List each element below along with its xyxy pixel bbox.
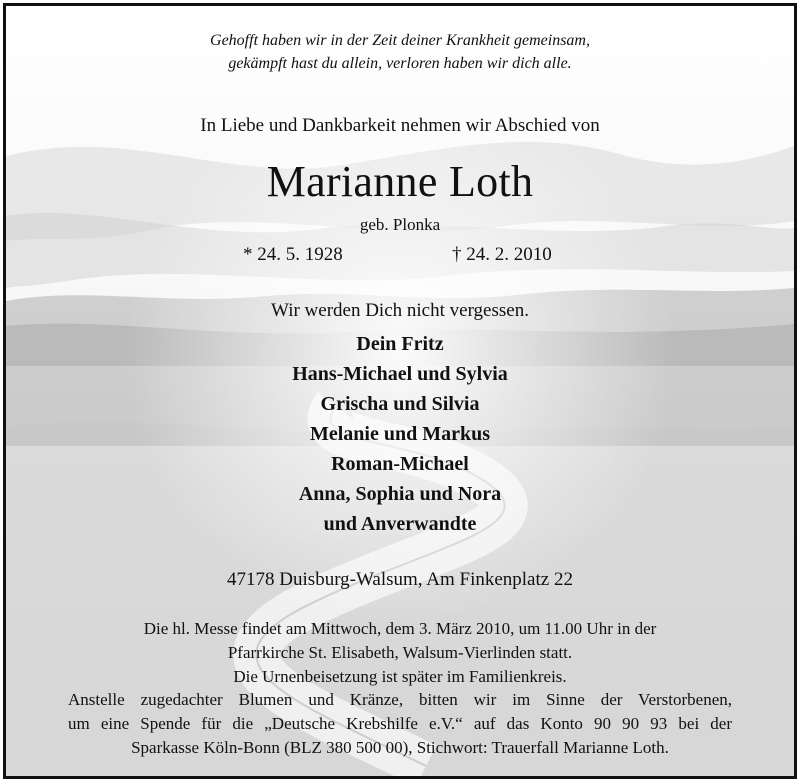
donation-line-2: um eine Spende für die „Deutsche Krebshilfe e.V.“ auf das Konto 90 90 93 bei der (68, 714, 732, 733)
mourner-name: Melanie und Markus (309, 423, 491, 445)
motto-line-2: gekämpft hast du allein, verloren haben wir dich alle. (228, 55, 572, 72)
mourner-name: Hans-Michael und Sylvia (292, 363, 508, 385)
mourner-name: Grischa und Silvia (320, 393, 480, 415)
service-line-1: Die hl. Messe findet am Mittwoch, dem 3. März 2010, um 11.00 Uhr in der (143, 619, 657, 638)
service-line-2: Pfarrkirche St. Elisabeth, Walsum-Vierlinden statt. (227, 643, 573, 662)
motto-line-1: Gehofft haben wir in der Zeit deiner Krankheit gemeinsam, (210, 32, 590, 49)
intro-text: In Liebe und Dankbarkeit nehmen wir Abschied von (200, 115, 600, 136)
mourner-name: Dein Fritz (356, 333, 444, 355)
mourner-name: Anna, Sophia und Nora (298, 483, 502, 505)
mourner-name: Roman-Michael (331, 453, 469, 475)
birth-date: * 24. 5. 1928 (243, 244, 343, 265)
family-address: 47178 Duisburg-Walsum, Am Finkenplatz 22 (227, 569, 573, 590)
donation-line-3: Sparkasse Köln-Bonn (BLZ 380 500 00), Stichwort: Trauerfall Marianne Loth. (131, 738, 669, 757)
mourner-name: und Anverwandte (323, 513, 477, 535)
donation-line-1: Anstelle zugedachter Blumen und Kränze, bitten wir im Sinne der Verstorbenen, (68, 690, 732, 709)
burial-note: Die Urnenbeisetzung ist später im Familienkreis. (233, 667, 567, 686)
death-date: † 24. 2. 2010 (452, 244, 552, 265)
birth-name: geb. Plonka (359, 215, 441, 234)
remembrance-text: Wir werden Dich nicht vergessen. (271, 300, 529, 321)
deceased-name: Marianne Loth (266, 157, 534, 206)
obituary-notice (3, 3, 797, 779)
